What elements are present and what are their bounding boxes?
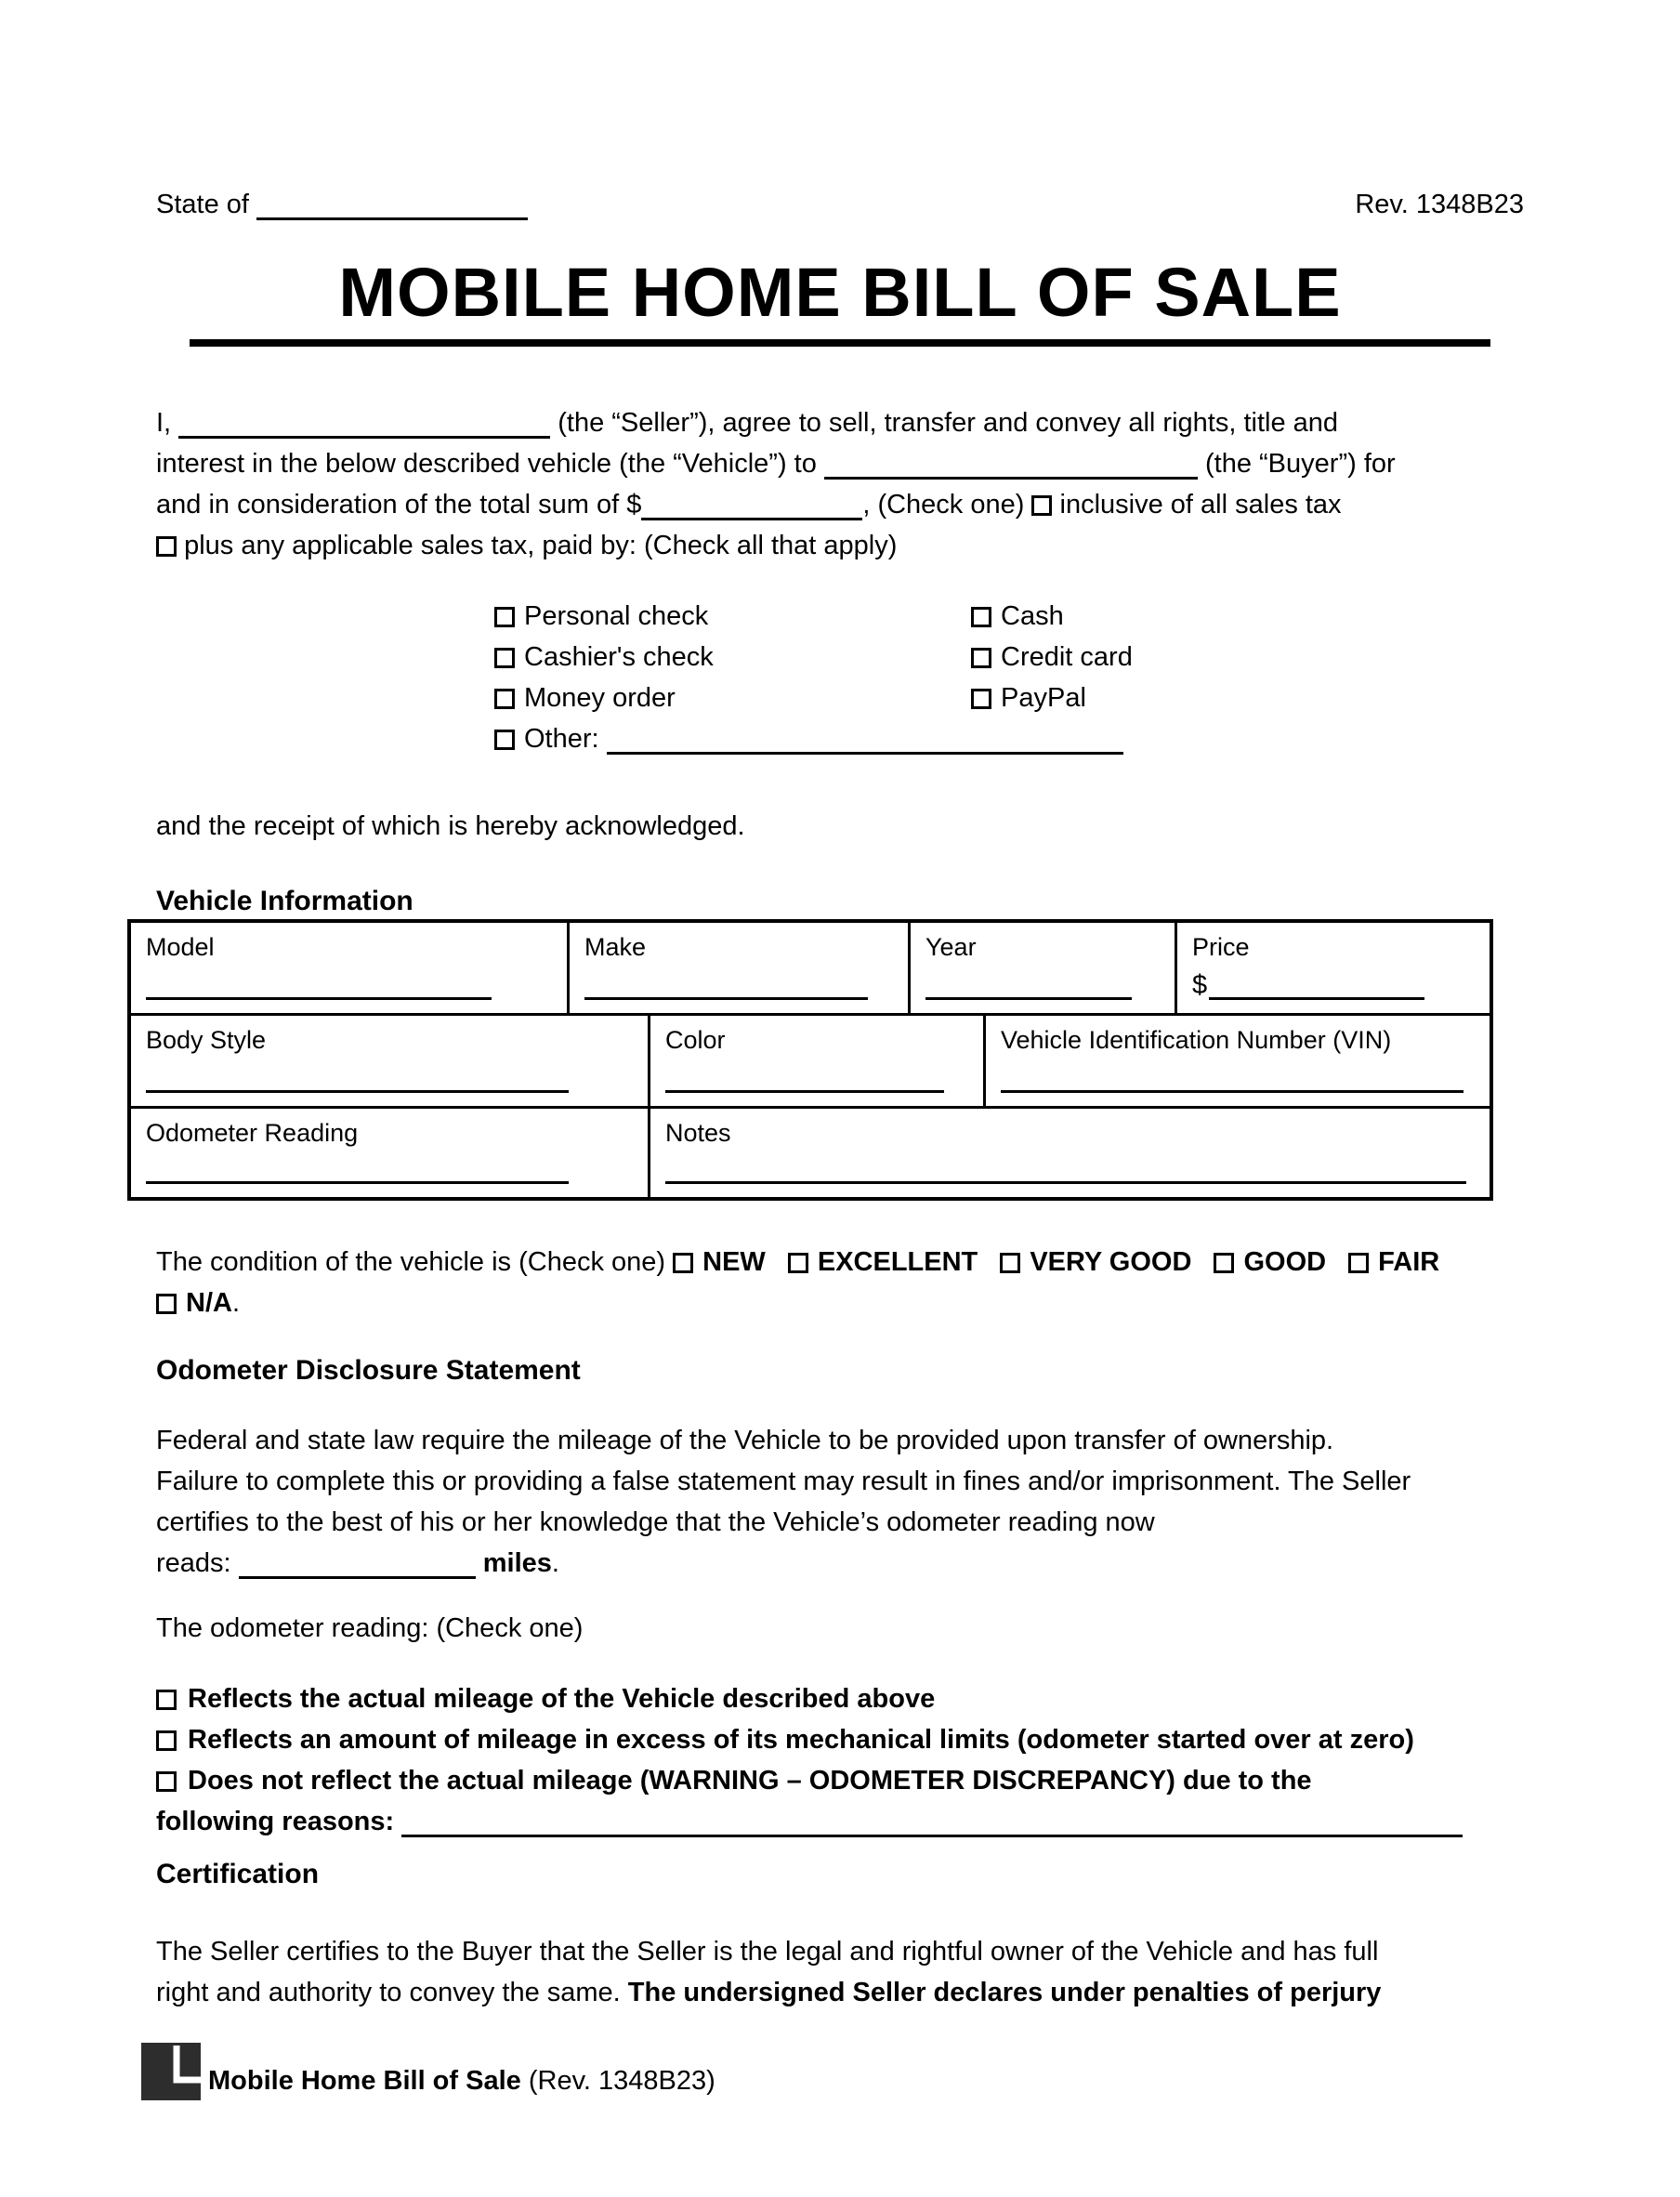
- odometer-text: Federal and state law require the mileage of the Vehicle to be provided upon transfer of ownership.: [156, 1426, 1334, 1455]
- model-blank[interactable]: [146, 997, 492, 1000]
- reads-label: reads:: [156, 1548, 231, 1578]
- footer-doc-name: Mobile Home Bill of Sale: [208, 2066, 521, 2096]
- condition-na-label: N/A: [186, 1288, 232, 1318]
- condition-line: [156, 1242, 1524, 1323]
- discrepancy-label-line1: Does not reflect the actual mileage (WARNING – ODOMETER DISCREPANCY) due to the: [188, 1766, 1312, 1796]
- inclusive-sales-tax-label: inclusive of all sales tax: [1059, 490, 1342, 520]
- inclusive-sales-tax-checkbox[interactable]: [1031, 495, 1052, 516]
- payment-option: [494, 678, 971, 718]
- odometer-reading-blank[interactable]: [146, 1181, 569, 1184]
- notes-label: Notes: [665, 1119, 731, 1147]
- condition-period: .: [231, 1288, 241, 1318]
- table-row: [131, 923, 1490, 1013]
- payment-option: [494, 637, 971, 678]
- credit-card-label: Credit card: [1001, 642, 1133, 672]
- intro-paragraph: [156, 402, 1524, 566]
- vin-blank[interactable]: [1001, 1090, 1463, 1093]
- price-cell: [1175, 923, 1490, 1013]
- footer-doc-rev: (Rev. 1348B23): [528, 2066, 715, 2096]
- intro-text: I,: [156, 408, 172, 438]
- legal-templates-logo: [141, 2043, 201, 2100]
- vehicle-information-table: [127, 919, 1493, 1201]
- intro-text: and in consideration of the total sum of $: [156, 490, 642, 520]
- certification-text: The Seller certifies to the Buyer that the Seller is the legal and rightful owner of the Vehicle and has full: [156, 1937, 1379, 1967]
- state-of-line: [156, 189, 528, 220]
- price-label: Price: [1192, 933, 1250, 961]
- receipt-acknowledgement: and the receipt of which is hereby acknowledged.: [156, 811, 745, 841]
- condition-prompt: The condition of the vehicle is (Check one): [156, 1247, 666, 1277]
- paypal-checkbox[interactable]: [971, 689, 991, 709]
- discrepancy-checkbox[interactable]: [156, 1771, 177, 1792]
- cash-label: Cash: [1001, 601, 1064, 631]
- state-name-blank[interactable]: [256, 192, 528, 220]
- credit-card-checkbox[interactable]: [971, 648, 991, 668]
- certification-heading: Certification: [156, 1859, 320, 1889]
- condition-very-good-checkbox[interactable]: [1000, 1253, 1020, 1273]
- seller-name-blank[interactable]: [178, 411, 550, 439]
- condition-new-label: NEW: [702, 1247, 766, 1277]
- model-cell: [131, 923, 567, 1013]
- personal-check-checkbox[interactable]: [494, 607, 515, 627]
- intro-text: interest in the below described vehicle (the “Vehicle”) to: [156, 449, 817, 479]
- make-cell: [567, 923, 908, 1013]
- page-title: MOBILE HOME BILL OF SALE: [338, 254, 1342, 331]
- condition-good-checkbox[interactable]: [1214, 1253, 1234, 1273]
- title-divider: [190, 339, 1490, 347]
- odometer-text: certifies to the best of his or her knowledge that the Vehicle’s odometer reading now: [156, 1507, 1155, 1537]
- cashiers-check-label: Cashier's check: [524, 642, 714, 672]
- money-order-label: Money order: [524, 683, 676, 713]
- state-of-label: State of: [156, 190, 249, 219]
- miles-label: miles: [482, 1548, 552, 1578]
- sum-amount-blank[interactable]: [641, 493, 862, 520]
- actual-mileage-label: Reflects the actual mileage of the Vehicle described above: [188, 1684, 936, 1714]
- payment-method-list: [494, 596, 1524, 759]
- year-cell: [908, 923, 1175, 1013]
- plus-sales-tax-checkbox[interactable]: [156, 536, 177, 557]
- payment-option-other: [494, 718, 1524, 759]
- other-label: Other:: [524, 724, 599, 754]
- other-payment-blank[interactable]: [607, 727, 1123, 755]
- buyer-name-blank[interactable]: [824, 452, 1198, 480]
- payment-option: [971, 596, 1524, 637]
- color-label: Color: [665, 1026, 726, 1054]
- intro-text: (the “Buyer”) for: [1205, 449, 1396, 479]
- odometer-reading-prompt: The odometer reading: (Check one): [156, 1613, 584, 1643]
- money-order-checkbox[interactable]: [494, 689, 515, 709]
- revision-number: Rev. 1348B23: [1355, 190, 1524, 219]
- odometer-text: Failure to complete this or providing a false statement may result in fines and/or imprisonment. The Seller: [156, 1467, 1411, 1496]
- vin-cell: [983, 1016, 1490, 1106]
- table-row: [131, 1013, 1490, 1106]
- color-cell: [648, 1016, 983, 1106]
- excess-mileage-checkbox[interactable]: [156, 1730, 177, 1751]
- certification-bold-text: The undersigned Seller declares under penalties of perjury: [627, 1978, 1382, 2007]
- payment-option: [971, 637, 1524, 678]
- personal-check-label: Personal check: [524, 601, 709, 631]
- document-footer: [141, 2043, 1524, 2100]
- certification-text: right and authority to convey the same.: [156, 1978, 621, 2007]
- condition-na-checkbox[interactable]: [156, 1294, 177, 1314]
- odometer-miles-blank[interactable]: [239, 1551, 476, 1579]
- make-label: Make: [584, 933, 647, 961]
- condition-good-label: GOOD: [1243, 1247, 1327, 1277]
- condition-excellent-checkbox[interactable]: [788, 1253, 808, 1273]
- price-dollar-sign: $: [1192, 970, 1208, 1000]
- price-blank[interactable]: [1209, 997, 1424, 1000]
- vin-label: Vehicle Identification Number (VIN): [1001, 1026, 1392, 1054]
- condition-excellent-label: EXCELLENT: [817, 1247, 978, 1277]
- table-row: [131, 1106, 1490, 1197]
- footer-doc-title: [208, 2065, 715, 2097]
- year-label: Year: [925, 933, 977, 961]
- odometer-disclosure-body: [156, 1420, 1524, 1584]
- actual-mileage-checkbox[interactable]: [156, 1690, 177, 1710]
- plus-sales-tax-label: plus any applicable sales tax, paid by: (Check all that apply): [184, 531, 898, 560]
- odometer-reading-options: [156, 1678, 1524, 1842]
- notes-cell: [648, 1109, 1490, 1197]
- intro-text: (the “Seller”), agree to sell, transfer and convey all rights, title and: [558, 408, 1339, 438]
- certification-body: [156, 1931, 1524, 2013]
- odometer-reading-label: Odometer Reading: [146, 1119, 359, 1147]
- cash-checkbox[interactable]: [971, 607, 991, 627]
- intro-text: , (Check one): [862, 490, 1025, 520]
- miles-period: .: [551, 1548, 559, 1578]
- cashiers-check-checkbox[interactable]: [494, 648, 515, 668]
- body-style-blank[interactable]: [146, 1090, 569, 1093]
- condition-new-checkbox[interactable]: [673, 1253, 693, 1273]
- make-blank[interactable]: [584, 997, 868, 1000]
- condition-very-good-label: VERY GOOD: [1030, 1247, 1192, 1277]
- paypal-label: PayPal: [1001, 683, 1086, 713]
- vehicle-information-heading: Vehicle Information: [156, 886, 413, 916]
- condition-fair-checkbox[interactable]: [1348, 1253, 1369, 1273]
- color-blank[interactable]: [665, 1090, 944, 1093]
- model-label: Model: [146, 933, 215, 961]
- top-row: [156, 0, 1524, 220]
- odometer-reading-cell: [131, 1109, 648, 1197]
- condition-fair-label: FAIR: [1378, 1247, 1440, 1277]
- body-style-label: Body Style: [146, 1026, 267, 1054]
- discrepancy-label-line2: following reasons:: [156, 1807, 395, 1836]
- payment-option: [971, 678, 1524, 718]
- other-checkbox[interactable]: [494, 730, 515, 750]
- notes-blank[interactable]: [665, 1181, 1466, 1184]
- odometer-disclosure-heading: Odometer Disclosure Statement: [156, 1355, 581, 1386]
- year-blank[interactable]: [925, 997, 1132, 1000]
- payment-option: [494, 596, 971, 637]
- body-style-cell: [131, 1016, 648, 1106]
- excess-mileage-label: Reflects an amount of mileage in excess of its mechanical limits (odometer started over at zero): [188, 1725, 1414, 1755]
- discrepancy-reasons-blank[interactable]: [401, 1809, 1463, 1837]
